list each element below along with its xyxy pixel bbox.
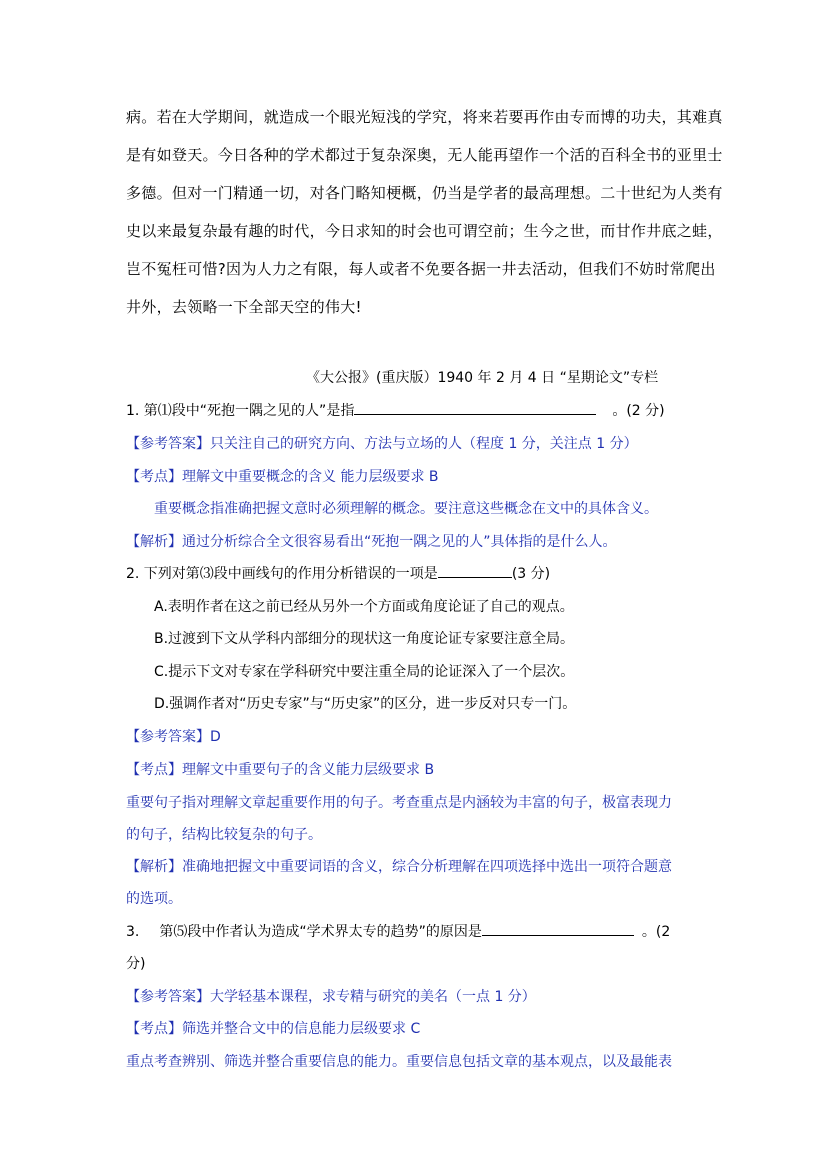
question-1 — [126, 400, 665, 420]
q2-analysis-cont: 的选项。 — [126, 891, 182, 907]
question-2-score: (3 分) — [511, 566, 551, 582]
answer-tag: 【参考答案】 — [126, 436, 210, 452]
essay-line: 是有如登天。今日各种的学术都过于复杂深奥，无人能再望作一个活的百科全书的亚里士 — [126, 146, 723, 164]
essay-line: 井外，去领略一下全部天空的伟大! — [126, 298, 362, 316]
answer-blank — [482, 921, 634, 936]
point-tag: 【考点】 — [126, 469, 182, 485]
question-1-score: 。(2 分) — [612, 403, 665, 419]
question-1-text: 1. 第⑴段中“死抱一隅之见的人”是指 — [126, 403, 355, 419]
question-2 — [126, 563, 550, 583]
answer-text: 大学轻基本课程，求专精与研究的美名（一点 1 分） — [210, 989, 536, 1005]
q1-analysis — [126, 531, 617, 551]
q1-note: 重要概念指准确把握文意时必须理解的概念。要注意这些概念在文中的具体含义。 — [154, 501, 658, 517]
essay-line: 病。若在大学期间，就造成一个眼光短浅的学究，将来若要再作由专而博的功夫，其难真 — [126, 108, 723, 126]
q2-analysis — [126, 856, 672, 876]
question-3-number: 3. — [126, 924, 140, 940]
analysis-tag: 【解析】 — [126, 859, 182, 875]
analysis-text: 通过分析综合全文很容易看出“死抱一隅之见的人”具体指的是什么人。 — [182, 534, 617, 550]
question-3 — [126, 921, 670, 941]
essay-line: 史以来最复杂最有趣的时代，今日求知的时会也可谓空前；生今之世，而甘作井底之蛙， — [126, 222, 723, 240]
essay-line: 岂不冤枉可惜?因为人力之有限，每人或者不免要各据一井去活动，但我们不妨时常爬出 — [126, 260, 716, 278]
answer-text: D — [210, 729, 221, 745]
answer-blank — [354, 400, 596, 415]
q2-note-line: 的句子，结构比较复杂的句子。 — [126, 827, 322, 843]
q2-test-point — [126, 759, 434, 779]
point-tag: 【考点】 — [126, 1021, 182, 1037]
q2-note-line: 重要句子指对理解文章起重要作用的句子。考查重点是内涵较为丰富的句子，极富表现力 — [126, 795, 672, 811]
essay-line: 多德。但对一门精通一切，对各门略知梗概，仍当是学者的最高理想。二十世纪为人类有 — [126, 184, 723, 202]
q3-reference-answer — [126, 986, 536, 1006]
option-b: B.过渡到下文从学科内部细分的现状这一角度论证专家要注意全局。 — [154, 631, 575, 647]
option-a: A.表明作者在这之前已经从另外一个方面或角度论证了自己的观点。 — [154, 599, 574, 615]
point-text: 筛选并整合文中的信息能力层级要求 C — [182, 1021, 421, 1037]
question-3-score-cont: 分) — [126, 956, 146, 972]
option-c: C.提示下文对专家在学科研究中要注重全局的论证深入了一个层次。 — [154, 664, 575, 680]
analysis-tag: 【解析】 — [126, 534, 182, 550]
q3-test-point — [126, 1018, 420, 1038]
point-text: 理解文中重要概念的含义 能力层级要求 B — [182, 469, 439, 485]
q3-note: 重点考查辨别、筛选并整合重要信息的能力。重要信息包括文章的基本观点，以及最能表 — [126, 1054, 672, 1070]
answer-tag: 【参考答案】 — [126, 989, 210, 1005]
essay-source: 《大公报》(重庆版）1940 年 2 月 4 日 “星期论文”专栏 — [306, 370, 659, 386]
q1-test-point — [126, 466, 439, 486]
answer-text: 只关注自己的研究方向、方法与立场的人（程度 1 分，关注点 1 分） — [210, 436, 638, 452]
point-text: 理解文中重要句子的含义能力层级要求 B — [182, 762, 435, 778]
answer-blank — [438, 563, 512, 578]
question-3-score: 。(2 — [641, 924, 671, 940]
q2-reference-answer — [126, 726, 221, 746]
question-3-text: 第⑸段中作者认为造成“学术界太专的趋势”的原因是 — [159, 924, 482, 940]
point-tag: 【考点】 — [126, 762, 182, 778]
answer-tag: 【参考答案】 — [126, 729, 210, 745]
option-d: D.强调作者对“历史专家”与“历史家”的区分，进一步反对只专一门。 — [154, 696, 577, 712]
analysis-text: 准确地把握文中重要词语的含义，综合分析理解在四项选择中选出一项符合题意 — [182, 859, 672, 875]
q1-reference-answer — [126, 433, 638, 453]
question-2-text: 2. 下列对第⑶段中画线句的作用分析错误的一项是 — [126, 566, 438, 582]
